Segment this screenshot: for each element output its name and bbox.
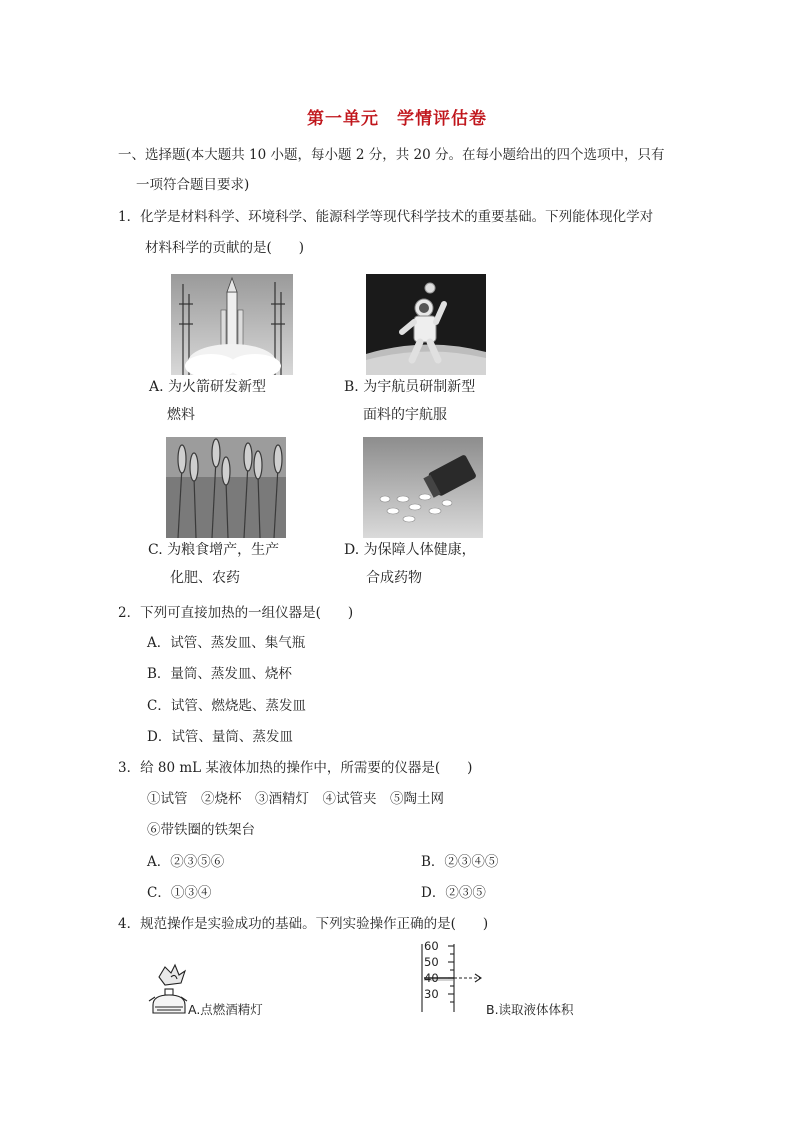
alcohol-lamp-icon — [145, 963, 191, 1017]
q3-items-line2: ⑥带铁圈的铁架台 — [147, 822, 255, 838]
q1-option-d-line2: 合成药物 — [366, 570, 422, 586]
q1-option-b-line1: B. 为宇航员研制新型 — [344, 379, 476, 395]
q1-option-b-line2: 面料的宇航服 — [363, 407, 447, 423]
q1-option-d-line1: D. 为保障人体健康， — [344, 542, 476, 558]
page-title: 第一单元 学情评估卷 — [307, 109, 487, 129]
q1-stem-line1: 1．化学是材料科学、环境科学、能源科学等现代科学技术的重要基础。下列能体现化学对 — [118, 209, 654, 225]
section-heading-line1: 一、选择题(本大题共 10 小题，每小题 2 分，共 20 分。在每小题给出的四个选项中，只有 — [118, 147, 665, 163]
cylinder-scale-40: 40 — [424, 971, 439, 985]
q2-option-d: D．试管、量筒、蒸发皿 — [147, 729, 293, 745]
q4-option-b-label: B.读取液体体积 — [486, 1002, 574, 1017]
q1-option-a-line1: A. 为火箭研发新型 — [149, 379, 267, 395]
q3-stem: 3．给 80 mL 某液体加热的操作中，所需要的仪器是( ) — [118, 760, 473, 776]
rocket-launch-photo — [171, 274, 293, 375]
q1-option-c-line2: 化肥、农药 — [170, 570, 240, 586]
q1-option-c-line1: C. 为粮食增产，生产 — [148, 542, 280, 558]
q3-option-b: B．②③④⑤ — [421, 854, 499, 870]
q1-stem-line2: 材料科学的贡献的是( ) — [145, 240, 305, 256]
q2-stem: 2．下列可直接加热的一组仪器是( ) — [118, 605, 354, 621]
q3-option-c: C．①③④ — [147, 885, 212, 901]
q3-option-a: A．②③⑤⑥ — [147, 854, 225, 870]
cylinder-scale-50: 50 — [424, 955, 439, 969]
q2-option-a: A．试管、蒸发皿、集气瓶 — [147, 635, 306, 651]
q4-option-a-label: A.点燃酒精灯 — [188, 1002, 263, 1017]
q1-option-a-line2: 燃料 — [167, 407, 195, 423]
q2-option-b: B．量筒、蒸发皿、烧杯 — [147, 666, 292, 682]
wheat-photo — [166, 437, 286, 538]
cylinder-scale-30: 30 — [424, 987, 439, 1001]
q2-option-c: C．试管、燃烧匙、蒸发皿 — [147, 698, 306, 714]
q4-stem: 4．规范操作是实验成功的基础。下列实验操作正确的是( ) — [118, 916, 489, 932]
astronaut-photo — [366, 274, 486, 375]
q3-option-d: D．②③⑤ — [421, 885, 486, 901]
cylinder-scale-60: 60 — [424, 939, 439, 953]
q3-items-line1: ①试管 ②烧杯 ③酒精灯 ④试管夹 ⑤陶土网 — [147, 791, 444, 807]
pills-photo — [363, 437, 483, 538]
section-heading-line2: 一项符合题目要求) — [136, 177, 250, 193]
